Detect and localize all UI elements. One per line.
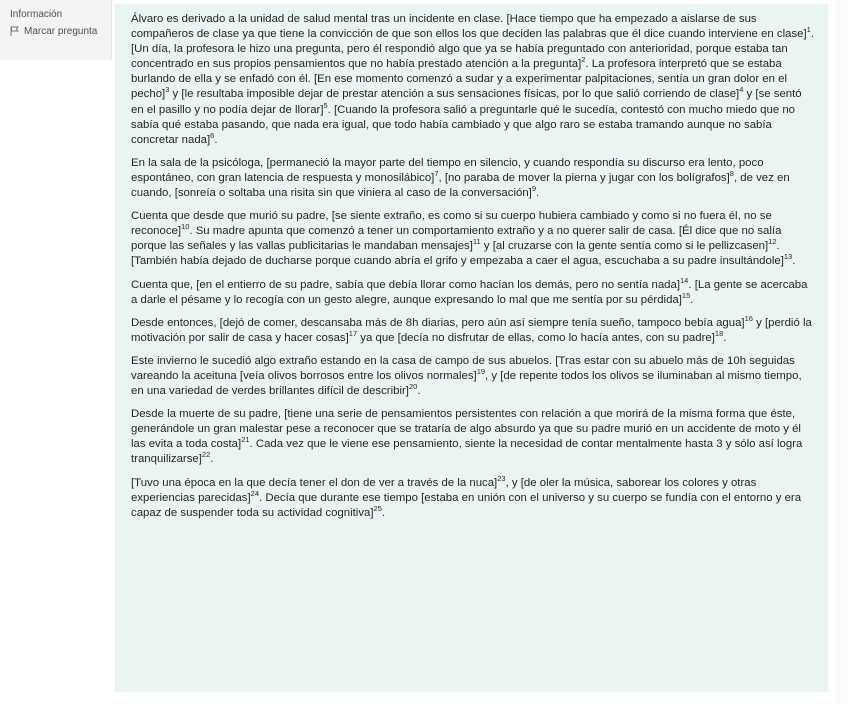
footnote-marker: 13 xyxy=(783,252,793,262)
footnote-marker: 17 xyxy=(348,328,358,338)
case-text: y [le resultaba imposible dejar de prestar atención a sus sensaciones físicas, por lo que salió corriendo de clase] xyxy=(169,88,740,101)
flag-question-button[interactable] xyxy=(10,25,111,38)
footnote-marker: 4 xyxy=(739,85,744,95)
footnote-marker: 6 xyxy=(210,130,215,140)
footnote-marker: 16 xyxy=(744,313,753,323)
case-text: . xyxy=(214,133,218,146)
footnote-marker: 8 xyxy=(729,169,734,179)
footnote-marker: 9 xyxy=(531,184,536,194)
footnote-marker: 10 xyxy=(181,222,190,232)
case-text: . La profesora interpretó que se estaba burlando de ella y se enfadó con él. [En ese momento comenzó a sudar y a experimentar palpitaciones, sentía un gran dolor en el pecho] xyxy=(131,58,787,101)
case-text: y [se sentó en el pasillo y no podía dejar de llorar] xyxy=(131,88,802,116)
case-text: . xyxy=(381,506,386,519)
case-text: . [Un día, la profesora le hizo una pregunta, pero él respondió algo que ya se había preguntado con anterioridad, porque estaba tan concentrado en sus propios pensamientos que no había prestado atención a la pregunta] xyxy=(131,28,814,71)
flag-icon xyxy=(10,25,22,36)
footnote-marker: 14 xyxy=(680,275,689,285)
case-text: , y [de repente todos los olivos se iluminaban al mismo tiempo, en una variedad de verdes brillantes difícil de describir] xyxy=(131,369,802,398)
footnote-marker: 11 xyxy=(472,237,481,247)
footnote-marker: 25 xyxy=(373,503,382,513)
case-text: , de vez en cuando, [sonreía o soltaba una risita sin que viniera al caso de la conversación] xyxy=(131,171,790,200)
question-text xyxy=(115,4,828,692)
footnote-marker: 3 xyxy=(165,85,170,95)
footnote-marker: 22 xyxy=(201,450,211,460)
case-text: Cuenta que, [en el entierro de su padre, sabía que debía llorar como hacían los demás, pero no sentía nada] xyxy=(131,278,681,291)
case-text: . xyxy=(723,331,727,344)
case-text: . Decía que durante ese tiempo [estaba en unión con el universo y su cuerpo se fundía con el entorno y era capaz de suspender toda su actividad cognitiva] xyxy=(131,491,802,519)
case-text: , [no paraba de mover la pierna y jugar con los bolígrafos] xyxy=(438,171,730,184)
question-info-panel xyxy=(0,0,112,60)
info-title: Información xyxy=(10,9,63,20)
footnote-marker: 12 xyxy=(768,237,777,247)
case-text: Este invierno le sucedió algo extraño estando en la casa de campo de sus abuelos. [Tras estar con su abuelo más de 10h seguidas vareando la aceituna [veía olivos borrosos entre los olivos normales] xyxy=(131,354,795,382)
case-text: . xyxy=(536,187,540,200)
case-text: y [al cruzarse con la gente sentía como si le pellizcasen] xyxy=(480,240,769,253)
case-text: . Su madre apunta que comenzó a tener un comportamiento extraño y a no querer salir de casa. [Él dice que no salía porque las señales y las vallas publicitarias le mandaban mensajes] xyxy=(131,225,782,253)
case-text: Desde la muerte de su padre, [tiene una serie de pensamientos persistentes con relación a que morirá de la misma forma que éste, generándole un gran malestar pese a reconocer que se trataría de algo absurdo ya que su padre murió en un accidente de moto y él las evita a toda costa] xyxy=(131,408,801,451)
case-text: Álvaro es derivado a la unidad de salud mental tras un incidente en clase. [Hace tiempo que ha empezado a aislarse de sus compañeros de clase ya que tiene la convicción de que son ellos los que deciden las palabras que él dice cuando interviene en clase] xyxy=(131,13,807,41)
case-text: . xyxy=(690,293,694,306)
page-scrollbar[interactable] xyxy=(836,0,848,704)
case-text: . Cada vez que le viene ese pensamiento, siente la necesidad de contar mentalmente hasta 3 y sólo así logra tranquilizarse] xyxy=(131,438,803,466)
case-text: . xyxy=(210,453,214,466)
case-text: . [Cuando la profesora salió a preguntarle qué le sucedía, contestó con mucho miedo que no sabía qué estaba pasando, que nada era igual, que todo había cambiado y que algo raro se estaba tramando aunque no sabía concretar nada] xyxy=(131,103,795,146)
case-paragraph xyxy=(131,407,816,467)
footnote-marker: 19 xyxy=(476,367,486,377)
case-paragraph xyxy=(131,156,816,201)
case-paragraph xyxy=(131,12,816,148)
case-text: . [También había dejado de ducharse porque cuando abría el grifo y empezaba a caer el agua, escuchaba a su padre insultándole] xyxy=(131,240,784,268)
footnote-marker: 24 xyxy=(250,488,260,498)
flag-question-label: Marcar pregunta xyxy=(24,26,98,37)
case-text: [Tuvo una época en la que decía tener el don de ver a través de la nuca] xyxy=(131,476,498,489)
case-text: . xyxy=(792,255,796,268)
footnote-marker: 7 xyxy=(434,169,439,179)
case-paragraph xyxy=(131,209,816,269)
case-paragraph xyxy=(131,313,816,346)
footnote-marker: 1 xyxy=(806,25,811,35)
case-text: Cuenta que desde que murió su padre, [se siente extraño, es como si su cuerpo hubiera cambiado y como si no fuera él, no se reconoce] xyxy=(131,210,772,238)
case-text: . [La gente se acercaba a darle el pésame y lo recogía con un gesto alegre, aunque expresando lo mal que me sentía por su pérdida] xyxy=(131,278,808,306)
footnote-marker: 20 xyxy=(408,382,418,392)
case-text: ya que [decía no disfrutar de ellas, como lo hacía antes, con su padre] xyxy=(357,331,715,344)
case-text: Desde entonces, [dejó de comer, descansaba más de 8h diarias, pero aún así siempre tenía sueño, tampoco bebía agua] xyxy=(131,316,745,329)
case-text: . xyxy=(417,385,421,398)
case-text: , y [de oler la música, saborear los colores y otras experiencias parecidas] xyxy=(131,476,757,504)
case-text: En la sala de la psicóloga, [permaneció la mayor parte del tiempo en silencio, y cuando respondía su discurso era lento, poco espontáneo, con gran latencia de respuesta y monosilábico] xyxy=(131,156,764,184)
footnote-marker: 15 xyxy=(681,290,691,300)
footnote-marker: 5 xyxy=(323,100,328,110)
footnote-marker: 23 xyxy=(497,473,506,483)
footnote-marker: 21 xyxy=(241,435,250,445)
case-paragraph xyxy=(131,473,816,521)
footnote-marker: 2 xyxy=(581,55,586,65)
case-paragraph xyxy=(131,354,816,399)
footnote-marker: 18 xyxy=(714,328,724,338)
case-paragraph xyxy=(131,275,816,308)
case-text: y [perdió la motivación por salir de casa y hacer cosas] xyxy=(131,316,812,344)
